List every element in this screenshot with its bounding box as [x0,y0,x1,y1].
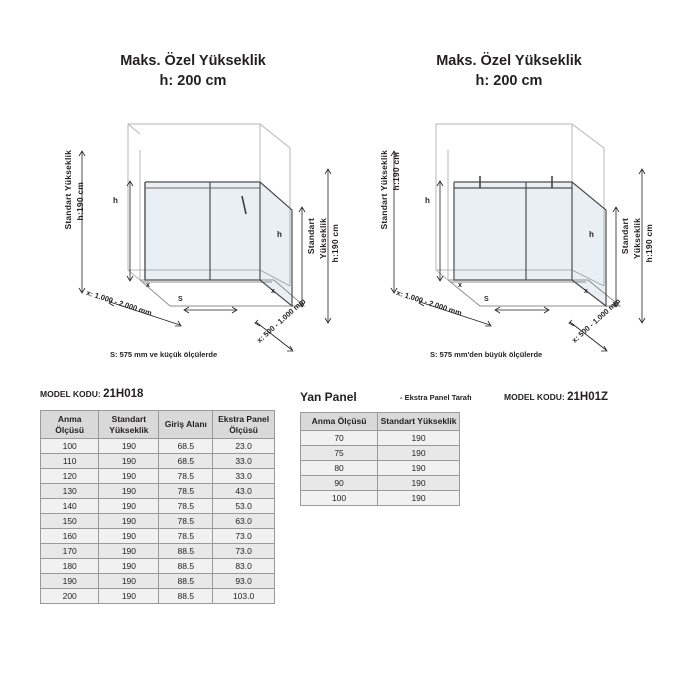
right-right-standard-label: Standart [620,218,630,255]
main-table-body [41,439,275,604]
cell-ekstra: 23.0 [213,439,275,454]
right-label-x-left: x [458,282,462,289]
table-row [301,475,460,490]
table-row [41,454,275,469]
cell-standart: 190 [99,454,159,469]
table-row [41,499,275,514]
right-diagram-title-line1: Maks. Özel Yükseklik [436,53,582,69]
table-row [41,529,275,544]
main-model-code-value: 21H018 [103,388,144,400]
cell-giris: 68.5 [159,454,213,469]
cell-giris: 78.5 [159,484,213,499]
left-standard-height-value: h:190 cm [75,182,85,221]
table-row [41,589,275,604]
side-th-anma: Anma Ölçüsü [301,413,378,431]
cell-anma: 100 [301,490,378,505]
cell-anma: 180 [41,559,99,574]
side-panel-table [300,412,460,506]
side-panel-note: - Ekstra Panel Tarafı [400,393,472,402]
cell-standart: 190 [99,589,159,604]
cell-giris: 88.5 [159,574,213,589]
left-h-mark-outer: h [277,230,282,239]
cell-ekstra: 33.0 [213,454,275,469]
cell-standart: 190 [378,430,460,445]
side-panel-model-code [504,391,608,403]
left-diagram-title [88,52,298,91]
cell-giris: 68.5 [159,439,213,454]
table-row [41,544,275,559]
cell-anma: 190 [41,574,99,589]
cell-giris: 88.5 [159,544,213,559]
cell-ekstra: 83.0 [213,559,275,574]
cell-standart: 190 [99,439,159,454]
right-right-yukseklik-label: Yükseklik [632,218,642,260]
cell-standart: 190 [99,544,159,559]
main-model-code-label: MODEL KODU: [40,389,101,399]
cell-standart: 190 [99,484,159,499]
cell-giris: 88.5 [159,559,213,574]
cell-anma: 150 [41,514,99,529]
right-diagram-title-line2: h: 200 cm [475,72,543,89]
cell-giris: 78.5 [159,514,213,529]
cell-anma: 110 [41,454,99,469]
cell-giris: 78.5 [159,529,213,544]
cell-standart: 190 [378,490,460,505]
side-panel-body [301,430,460,505]
table-row [41,439,275,454]
cell-giris: 78.5 [159,469,213,484]
right-h-mark-inner: h [425,196,430,205]
cell-anma: 130 [41,484,99,499]
table-row [301,445,460,460]
cell-standart: 190 [99,529,159,544]
main-table-header-row [41,411,275,439]
table-row [41,559,275,574]
cell-anma: 75 [301,445,378,460]
table-row [41,469,275,484]
cell-anma: 70 [301,430,378,445]
cell-ekstra: 53.0 [213,499,275,514]
left-standard-height-label: Standart Yükseklik [63,150,73,230]
side-panel-title: Yan Panel [300,390,357,404]
cell-standart: 190 [99,499,159,514]
side-th-standart: Standart Yükseklik [378,413,460,431]
cell-giris: 88.5 [159,589,213,604]
cell-ekstra: 63.0 [213,514,275,529]
main-th-anma: Anma Ölçüsü [41,411,99,439]
cell-anma: 170 [41,544,99,559]
cell-giris: 78.5 [159,499,213,514]
left-right-height-value: h:190 cm [330,224,340,263]
left-dim-x-front: x: 1.000 - 2.000 mm [85,288,154,318]
side-panel-model-label: MODEL KODU: [504,392,565,402]
main-th-giris: Giriş Alanı [159,411,213,439]
right-h-mark-outer: h [589,230,594,239]
right-right-height-value: h:190 cm [644,224,654,263]
cell-standart: 190 [99,514,159,529]
cell-standart: 190 [99,574,159,589]
table-row [41,514,275,529]
table-row [41,574,275,589]
table-row [301,460,460,475]
table-row [41,484,275,499]
right-standard-height-label: Standart Yükseklik [379,150,389,230]
cell-anma: 80 [301,460,378,475]
side-panel-header-row [301,413,460,431]
left-label-x-left: x [146,282,150,289]
right-dim-x-side: x: 500 - 1.000 mm [570,296,623,345]
cell-anma: 120 [41,469,99,484]
cell-ekstra: 93.0 [213,574,275,589]
cell-standart: 190 [99,559,159,574]
table-row [301,490,460,505]
cell-ekstra: 43.0 [213,484,275,499]
left-label-s: S [178,296,183,303]
cell-ekstra: 103.0 [213,589,275,604]
side-panel-model-value: 21H01Z [567,391,609,403]
left-diagram-title-line1: Maks. Özel Yükseklik [120,53,266,69]
main-spec-table [40,410,275,604]
left-right-yukseklik-label: Yükseklik [318,218,328,260]
cell-anma: 160 [41,529,99,544]
left-diagram-title-line2: h: 200 cm [159,72,227,89]
right-standard-height-value: h:190 cm [391,152,401,191]
right-label-s: S [484,296,489,303]
cell-standart: 190 [378,445,460,460]
cell-ekstra: 73.0 [213,544,275,559]
cell-anma: 140 [41,499,99,514]
table-row [301,430,460,445]
cell-anma: 90 [301,475,378,490]
cell-ekstra: 33.0 [213,469,275,484]
cell-anma: 200 [41,589,99,604]
main-th-standart: Standart Yükseklik [99,411,159,439]
left-footnote: S: 575 mm ve küçük ölçülerde [110,350,218,359]
right-label-x-right: x [584,288,588,295]
left-label-x-right: x [271,288,275,295]
right-dim-x-front: x: 1.000 - 2.000 mm [395,288,464,318]
left-dim-x-side: x: 500 - 1.000 mm [255,296,308,345]
cell-ekstra: 73.0 [213,529,275,544]
main-model-code [40,388,143,400]
cell-anma: 100 [41,439,99,454]
main-th-ekstra: Ekstra Panel Ölçüsü [213,411,275,439]
cell-standart: 190 [99,469,159,484]
right-diagram-title [404,52,614,91]
right-footnote: S: 575 mm'den büyük ölçülerde [430,350,543,359]
left-h-mark-inner: h [113,196,118,205]
cell-standart: 190 [378,475,460,490]
left-right-standard-label: Standart [306,218,316,255]
cell-standart: 190 [378,460,460,475]
